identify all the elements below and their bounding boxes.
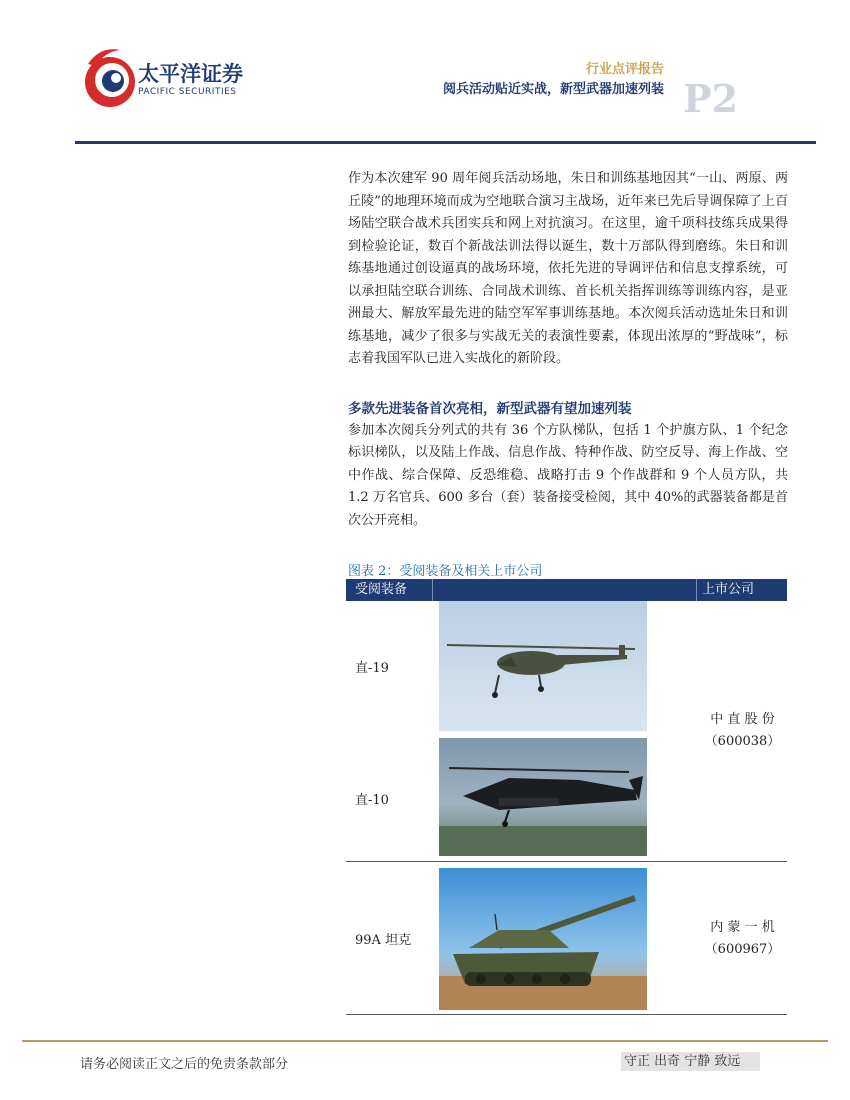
company-name: 中 直 股 份 [710, 712, 775, 727]
figure-caption: 图表 2：受阅装备及相关上市公司 [348, 564, 543, 579]
equipment-table [346, 579, 787, 1015]
header-divider [432, 579, 433, 601]
header-divider [696, 579, 697, 601]
report-title: 阅兵活动贴近实战，新型武器加速列装 [442, 82, 664, 97]
paragraph: 作为本次建军 90 周年阅兵活动场地，朱日和训练基地因其“一山、两原、两丘陵”的地理环境而成为空地联合演习主战场，近年来已先后导调保障了上百场陆空联合战术兵团实兵和网上对抗演习。在这里，逾千项科技练兵成果得到检验论证，数百个新战法训法得以诞生，数十万部队得到磨练。朱日和训练基地通过创设逼真的战场环境，依托先进的导调评估和信息支撑系统，可以承担陆空联合训练、合同战术训练、首长机关指挥训练等训练内容，是亚洲最大、解放军最先进的陆空军军事训练基地。本次阅兵活动选址朱日和训练基地，减少了很多与实战无关的表演性要素，体现出浓厚的“野战味”，标志着我国军队已进入实战化的新阶段。 [348, 171, 788, 366]
column-header-equipment: 受阅装备 [355, 582, 408, 597]
paragraph: 参加本次阅兵分列式的共有 36 个方队梯队，包括 1 个护旗方队、1 个纪念标识梯队，以及陆上作战、信息作战、特种作战、防空反导、海上作战、空中作战、综合保障、反恐维稳、战略打击 9 个作战群和 9 个人员方队，共 1.2 万名官兵、600 多台（套）装备接受检阅，其中 40%的武器装备都是首次公开亮相。 [348, 422, 788, 528]
report-type: 行业点评报告 [585, 62, 664, 77]
company-name: 内 蒙 一 机 [710, 920, 775, 935]
main-content [348, 168, 788, 532]
helicopter-z19-photo [439, 601, 647, 731]
section-heading: 多款先进装备首次亮相，新型武器有望加速列装 [348, 400, 632, 417]
footer-divider [22, 1040, 828, 1042]
brand-name-cn: 太平洋证券 [138, 62, 243, 86]
tank-99a-photo [439, 868, 647, 1010]
header-divider [75, 141, 816, 144]
equipment-name: 99A 坦克 [355, 933, 412, 948]
row-divider [346, 1014, 787, 1015]
equipment-name: 直-19 [355, 661, 389, 676]
table-header [346, 579, 787, 601]
stock-code: （600038） [704, 734, 781, 749]
equipment-name: 直-10 [355, 793, 389, 808]
column-header-company: 上市公司 [702, 582, 755, 597]
brand-name-en: PACIFIC SECURITIES [138, 87, 237, 97]
stock-code: （600967） [704, 942, 781, 957]
company-logo [80, 44, 260, 114]
row-divider [346, 861, 787, 862]
disclaimer-note: 请务必阅读正文之后的免责条款部分 [80, 1057, 289, 1072]
pacific-securities-logo-icon [80, 44, 136, 110]
helicopter-z10-photo [439, 738, 647, 856]
company-motto: 守正 出奇 宁静 致远 [621, 1052, 760, 1071]
page-number: P2 [683, 76, 739, 121]
